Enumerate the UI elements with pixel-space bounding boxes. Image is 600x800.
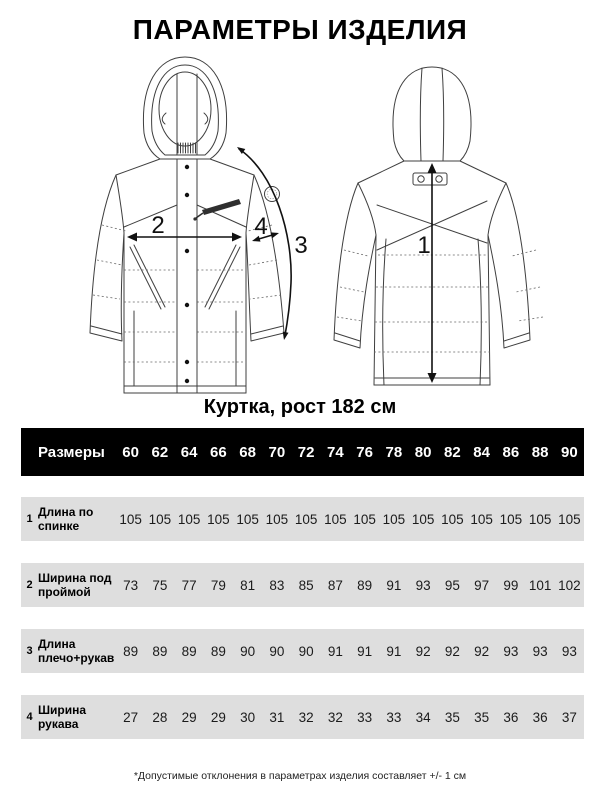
row-parameter-label: Ширина рукава (38, 702, 87, 731)
size-column-header: 60 (122, 443, 139, 461)
value-cell: 105 (265, 511, 289, 527)
value-cell: 92 (474, 643, 490, 659)
size-column-header: 78 (385, 443, 403, 461)
chest-zip-pocket (193, 199, 241, 221)
value-cell: 105 (148, 511, 172, 527)
value-cell: 29 (210, 709, 226, 725)
front-hood (143, 57, 226, 159)
sizes-header-label: Размеры (38, 443, 105, 461)
value-cell: 102 (558, 577, 581, 593)
value-cell: 91 (386, 577, 402, 593)
value-cell: 34 (415, 709, 431, 725)
size-column-header: 86 (502, 443, 520, 461)
size-column-header: 84 (473, 443, 490, 461)
value-cell: 105 (353, 511, 376, 527)
value-cell: 105 (411, 511, 435, 527)
back-hood (393, 67, 471, 161)
table-row (21, 563, 584, 607)
front-sleeves (90, 175, 284, 341)
measure-label-chest-width: 2 (151, 212, 165, 239)
row-number: 3 (26, 645, 33, 657)
row-number: 1 (26, 513, 33, 525)
value-cell: 90 (269, 643, 285, 659)
page-title: ПАРАМЕТРЫ ИЗДЕЛИЯ (132, 14, 468, 45)
value-cell: 95 (444, 577, 460, 593)
value-cell: 79 (210, 577, 226, 593)
size-column-header: 70 (268, 443, 286, 461)
value-cell: 99 (503, 577, 519, 593)
value-cell: 93 (415, 577, 431, 593)
value-cell: 93 (532, 643, 548, 659)
value-cell: 105 (324, 511, 347, 527)
value-cell: 105 (441, 511, 464, 527)
value-cell: 91 (327, 643, 343, 659)
value-cell: 73 (123, 577, 139, 593)
size-column-header: 68 (239, 443, 256, 461)
table-row (21, 629, 584, 673)
value-cell: 37 (561, 709, 577, 725)
value-cell: 90 (240, 643, 256, 659)
value-cell: 89 (181, 643, 197, 659)
value-cell: 105 (382, 511, 406, 527)
value-cell: 89 (152, 643, 168, 659)
value-cell: 101 (528, 577, 552, 593)
value-cell: 91 (357, 643, 373, 659)
back-sleeves (334, 183, 543, 348)
technical-drawings (0, 55, 600, 397)
value-cell: 93 (561, 643, 577, 659)
value-cell: 83 (269, 577, 285, 593)
value-cell: 87 (327, 577, 343, 593)
row-parameter-label: Длина плечо+рукав (38, 636, 115, 665)
value-cell: 35 (444, 709, 460, 725)
back-length-arrow (428, 163, 437, 383)
value-cell: 105 (470, 511, 493, 527)
value-cell: 105 (177, 511, 201, 527)
value-cell: 75 (152, 577, 168, 593)
size-column-header: 62 (151, 443, 169, 461)
value-cell: 35 (474, 709, 490, 725)
back-label-tab (413, 173, 447, 185)
size-column-header: 80 (414, 443, 432, 461)
size-column-header: 90 (561, 443, 578, 461)
size-column-header: 72 (297, 443, 315, 461)
value-cell: 32 (298, 709, 314, 725)
value-cell: 36 (503, 709, 519, 725)
value-cell: 105 (558, 511, 581, 527)
value-cell: 31 (269, 709, 285, 725)
value-cell: 32 (327, 709, 343, 725)
value-cell: 105 (207, 511, 230, 527)
size-column-header: 76 (356, 443, 373, 461)
value-cell: 105 (294, 511, 318, 527)
row-number: 4 (26, 711, 33, 723)
value-cell: 91 (386, 643, 402, 659)
value-cell: 90 (298, 643, 314, 659)
front-placket (177, 159, 197, 393)
footnote: *Допустимые отклонения в параметрах изделия составляет +/- 1 см (133, 770, 467, 782)
value-cell: 97 (474, 577, 490, 593)
row-parameter-label: Ширина под проймой (38, 570, 112, 599)
value-cell: 105 (528, 511, 552, 527)
value-cell: 105 (236, 511, 259, 527)
value-cell: 33 (357, 709, 373, 725)
value-cell: 89 (210, 643, 226, 659)
sleeve-length-arrow (237, 147, 291, 340)
measure-label-back-length: 1 (417, 232, 431, 259)
table-row (21, 695, 584, 739)
value-cell: 29 (181, 709, 197, 725)
value-cell: 105 (119, 511, 142, 527)
value-cell: 36 (532, 709, 548, 725)
value-cell: 30 (240, 709, 256, 725)
value-cell: 77 (181, 577, 197, 593)
table-row (21, 497, 584, 541)
size-table (21, 428, 584, 739)
size-table-header (21, 428, 584, 476)
value-cell: 105 (499, 511, 523, 527)
table-title: Куртка, рост 182 см (203, 396, 397, 418)
row-number: 2 (26, 579, 33, 591)
measure-label-sleeve-length: 3 (294, 232, 308, 259)
value-cell: 28 (152, 709, 168, 725)
size-column-header: 64 (180, 443, 198, 461)
jacket-front-drawing (60, 55, 320, 397)
value-cell: 81 (240, 577, 256, 593)
size-column-header: 66 (210, 443, 227, 461)
value-cell: 85 (298, 577, 314, 593)
value-cell: 92 (444, 643, 460, 659)
size-column-header: 74 (327, 443, 344, 461)
value-cell: 89 (123, 643, 139, 659)
value-cell: 93 (503, 643, 519, 659)
value-cell: 92 (415, 643, 431, 659)
value-cell: 89 (357, 577, 373, 593)
value-cell: 27 (123, 709, 139, 725)
row-parameter-label: Длина по спинке (38, 504, 94, 533)
size-table-rows (21, 497, 584, 739)
measure-label-sleeve-width: 4 (254, 213, 268, 240)
value-cell: 33 (386, 709, 402, 725)
jacket-back-drawing (330, 55, 550, 397)
chest-width-arrow (127, 233, 242, 242)
size-column-header: 88 (531, 443, 549, 461)
size-column-header: 82 (444, 443, 461, 461)
